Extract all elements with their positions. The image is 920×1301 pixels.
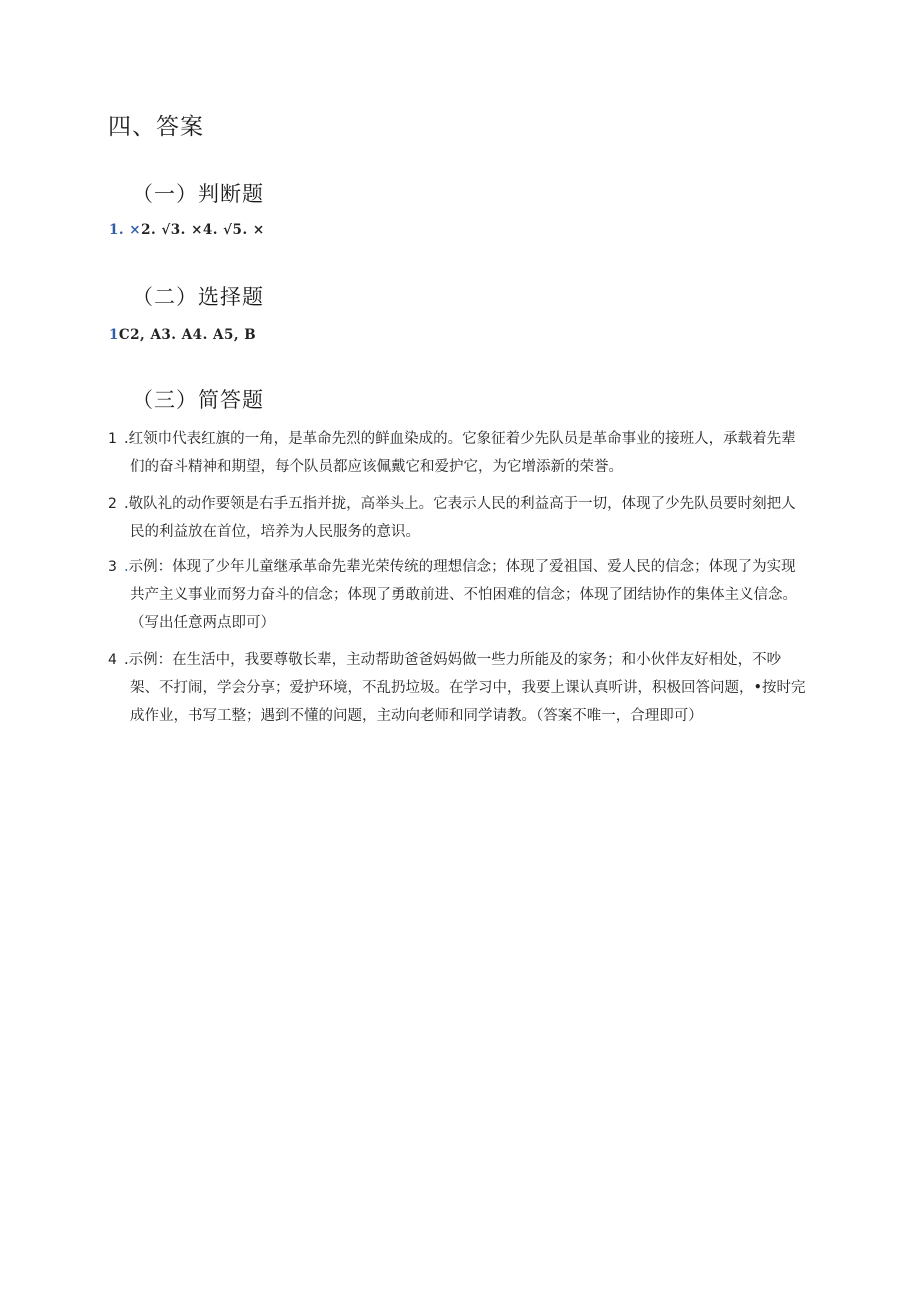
item-lead-dot: . bbox=[124, 559, 129, 575]
section-title: 四、答案 bbox=[108, 114, 204, 140]
short-answer-item bbox=[108, 553, 808, 637]
item-text: .敬队礼的动作要领是右手五指并拢，高举头上。它表示人民的利益高于一切，体现了少先队员要时刻把人民的利益放在首位，培养为人民服务的意识。 bbox=[124, 496, 796, 540]
short-answer-item bbox=[108, 425, 808, 481]
multiple-choice-heading: （二）选择题 bbox=[132, 285, 264, 309]
multiple-choice-answers bbox=[109, 327, 256, 343]
short-answer-item bbox=[108, 490, 808, 546]
item-text: .红领巾代表红旗的一角，是革命先烈的鲜血染成的。它象征着少先队员是革命事业的接班人，承载着先辈们的奋斗精神和期望，每个队员都应该佩戴它和爱护它，为它增添新的荣誉。 bbox=[124, 431, 796, 475]
multiple-choice-answer-first: 1 bbox=[109, 327, 119, 343]
true-false-answer-rest: 2. √3. ×4. √5. × bbox=[141, 222, 265, 238]
item-text: 示例：体现了少年儿童继承革命先辈光荣传统的理想信念；体现了爱祖国、爱人民的信念；体现了为实现共产主义事业而努力奋斗的信念；体现了勇敢前进、不怕困难的信念；体现了团结协作的集体主义信念。（写出任意两点即可） bbox=[128, 559, 797, 631]
short-answer-heading: （三）简答题 bbox=[132, 388, 264, 412]
true-false-answer-first: 1. × bbox=[109, 222, 142, 238]
item-number: 3 bbox=[108, 559, 117, 575]
item-text-wrapper bbox=[124, 553, 808, 637]
item-number: 1 bbox=[108, 431, 117, 447]
item-number: 4 bbox=[108, 652, 117, 668]
true-false-answers bbox=[109, 222, 265, 238]
short-answer-item bbox=[108, 646, 808, 730]
true-false-heading: （一）判断题 bbox=[132, 182, 264, 206]
item-number: 2 bbox=[108, 496, 117, 512]
multiple-choice-answer-rest: C2, A3. A4. A5, B bbox=[118, 327, 257, 343]
item-text: .示例：在生活中，我要尊敬长辈，主动帮助爸爸妈妈做一些力所能及的家务；和小伙伴友好相处，不吵架、不打闹，学会分享；爱护环境，不乱扔垃圾。在学习中，我要上课认真听讲，积极回答问题，•按时完成作业，书写工整；遇到不懂的问题，主动向老师和同学请教。（答案不唯一，合理即可） bbox=[124, 652, 806, 724]
